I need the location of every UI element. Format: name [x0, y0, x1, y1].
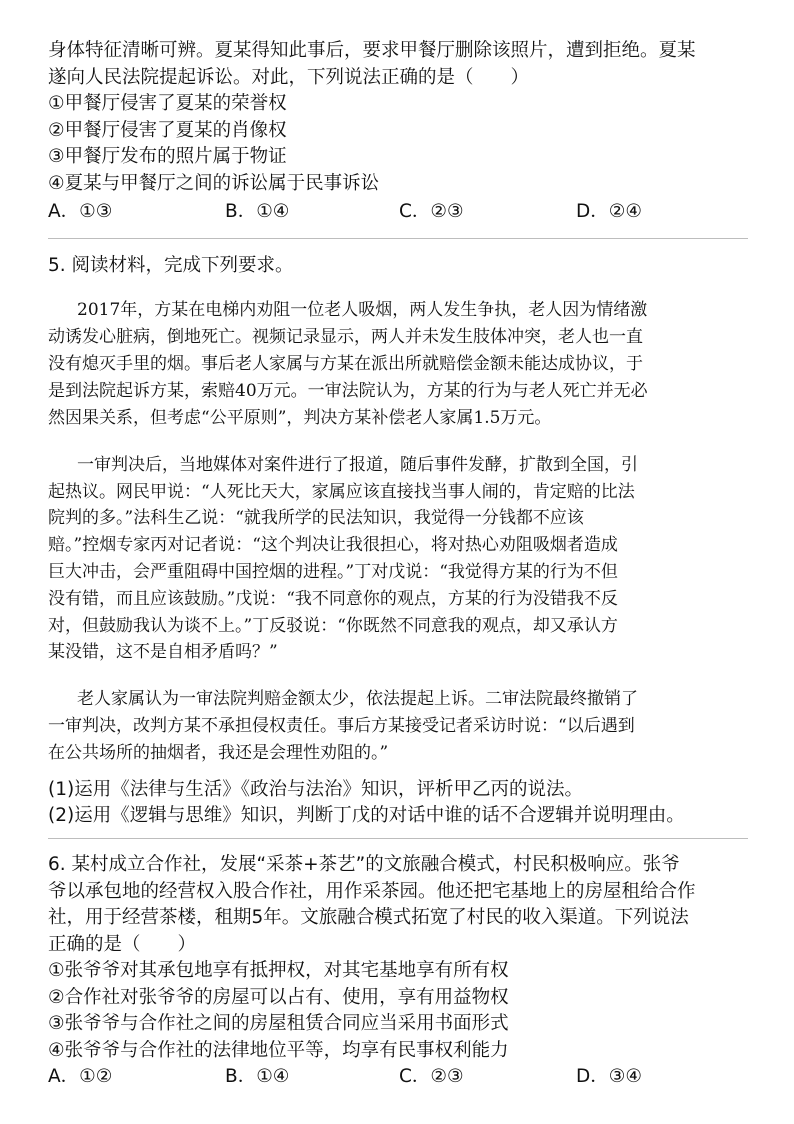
- question-divider: [48, 238, 748, 239]
- material-line: 没有熄灭手里的烟。事后老人家属与方某在派出所就赔偿金额未能达成协议，于: [48, 354, 643, 374]
- q6-stem-line: 爷以承包地的经营权入股合作社，用作采茶园。他还把宅基地上的房屋租给合作: [48, 881, 696, 902]
- q4-stem-line: 身体特征清晰可辨。夏某得知此事后，要求甲餐厅删除该照片，遭到拒绝。夏某: [48, 40, 696, 61]
- q5-title: 5. 阅读材料，完成下列要求。: [48, 255, 294, 276]
- q6-option-b: B．①④: [225, 1066, 290, 1087]
- q4-statement-4: ④夏某与甲餐厅之间的诉讼属于民事诉讼: [48, 173, 380, 194]
- q4-statement-1: ①甲餐厅侵害了夏某的荣誉权: [48, 93, 287, 114]
- material-line: 某没错，这不是自相矛盾吗？”: [48, 642, 278, 662]
- material-line: 然因果关系，但考虑“公平原则”，判决方某补偿老人家属1.5万元。: [48, 408, 552, 428]
- material-line: 院判的多。”法科生乙说：“就我所学的民法知识，我觉得一分钱都不应该: [48, 508, 584, 528]
- q4-option-a: A．①③: [48, 201, 113, 222]
- q6-statement-3: ③张爷爷与合作社之间的房屋租赁合同应当采用书面形式: [48, 1013, 509, 1034]
- material-line: 赔。”控烟专家丙对记者说：“这个判决让我很担心，将对热心劝阻吸烟者造成: [48, 535, 618, 555]
- material-line: 起热议。网民甲说：“人死比天大，家属应该直接找当事人闹的，肯定赔的比法: [48, 482, 635, 502]
- q4-option-c: C．②③: [399, 201, 464, 222]
- q4-statement-3: ③甲餐厅发布的照片属于物证: [48, 146, 287, 167]
- q6-option-a: A．①②: [48, 1066, 113, 1087]
- q6-stem-line: 正确的是（ ）: [48, 934, 197, 955]
- q6-option-d: D．③④: [576, 1066, 642, 1087]
- material-line: 2017年，方某在电梯内劝阻一位老人吸烟，两人发生争执，老人因为情绪激: [77, 300, 648, 320]
- material-line: 对，但鼓励我认为谈不上。”丁反驳说：“你既然不同意我的观点，却又承认方: [48, 616, 618, 636]
- material-line: 在公共场所的抽烟者，我还是会理性劝阻的。”: [48, 743, 389, 763]
- q4-statement-2: ②甲餐厅侵害了夏某的肖像权: [48, 120, 287, 141]
- material-line: 动诱发心脏病，倒地死亡。视频记录显示，两人并未发生肢体冲突，老人也一直: [48, 327, 643, 347]
- material-line: 巨大冲击，会严重阻碍中国控烟的进程。”丁对戊说：“我觉得方某的行为不但: [48, 562, 618, 582]
- q6-stem-line: 6. 某村成立合作社，发展“采茶+茶艺”的文旅融合模式，村民积极响应。张爷: [48, 854, 680, 875]
- q4-stem-line: 遂向人民法院提起诉讼。对此，下列说法正确的是（ ）: [48, 67, 530, 88]
- question-divider: [48, 838, 748, 839]
- material-line: 老人家属认为一审法院判赔金额太少，依法提起上诉。二审法院最终撤销了: [77, 689, 638, 709]
- q6-option-c: C．②③: [399, 1066, 464, 1087]
- material-line: 没有错，而且应该鼓励。”戊说：“我不同意你的观点，方某的行为没错我不反: [48, 589, 618, 609]
- q6-statement-4: ④张爷爷与合作社的法律地位平等，均享有民事权利能力: [48, 1040, 509, 1061]
- q4-option-b: B．①④: [225, 201, 290, 222]
- material-line: 一审判决，改判方某不承担侵权责任。事后方某接受记者采访时说：“以后遇到: [48, 716, 635, 736]
- material-line: 是到法院起诉方某，索赔40万元。一审法院认为，方某的行为与老人死亡并无必: [48, 381, 648, 401]
- q5-requirement-1: (1)运用《法律与生活》《政治与法治》知识，评析甲乙丙的说法。: [48, 779, 583, 800]
- material-line: 一审判决后，当地媒体对案件进行了报道，随后事件发酵，扩散到全国，引: [77, 455, 638, 475]
- q6-stem-line: 社，用于经营茶楼，租期5年。文旅融合模式拓宽了村民的收入渠道。下列说法: [48, 907, 689, 928]
- q6-statement-1: ①张爷爷对其承包地享有抵押权，对其宅基地享有所有权: [48, 960, 509, 981]
- q4-option-d: D．②④: [576, 201, 642, 222]
- q5-requirement-2: (2)运用《逻辑与思维》知识，判断丁戊的对话中谁的话不合逻辑并说明理由。: [48, 805, 685, 826]
- q6-statement-2: ②合作社对张爷爷的房屋可以占有、使用，享有用益物权: [48, 987, 509, 1008]
